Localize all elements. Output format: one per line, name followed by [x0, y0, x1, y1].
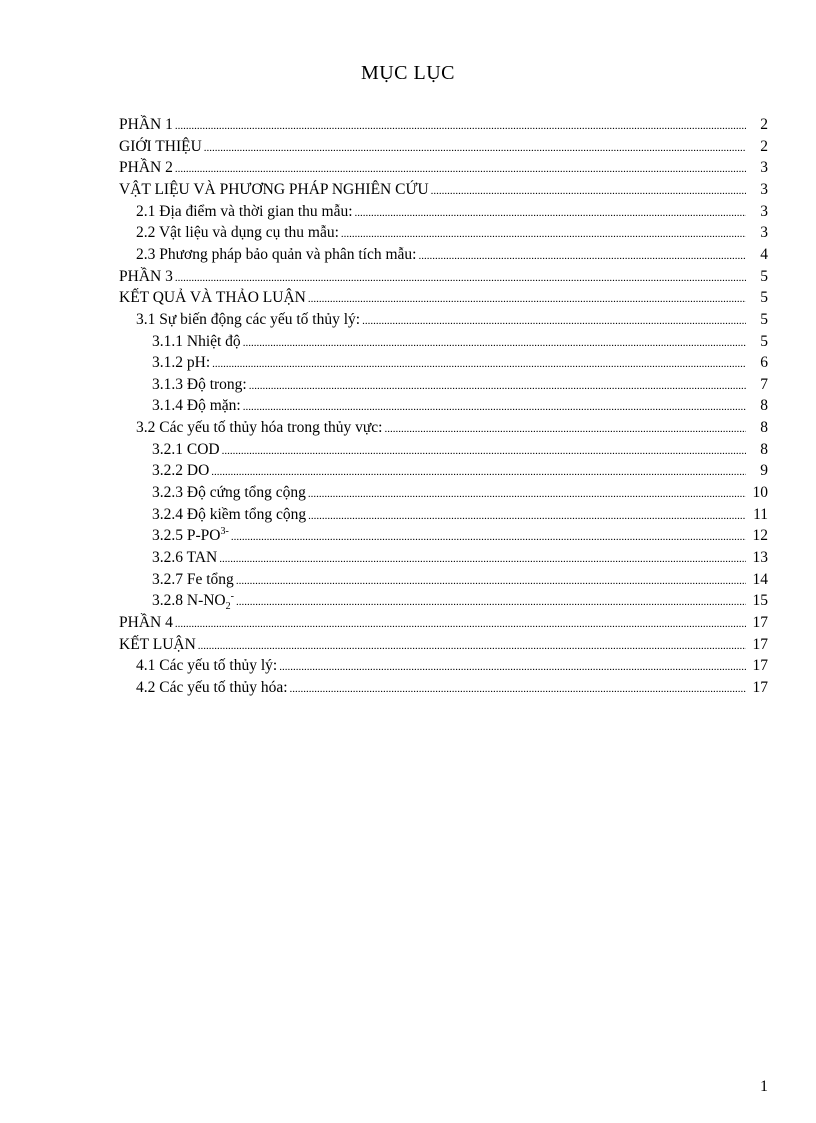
- toc-entry-page: 3: [760, 180, 768, 198]
- toc-entry-label: PHẦN 4: [119, 613, 173, 631]
- toc-leader-dots: [212, 354, 746, 374]
- toc-leader-dots: [198, 636, 746, 656]
- toc-leader-dots: [362, 311, 746, 331]
- toc-entry-label: 4.2 Các yếu tố thủy hóa:: [136, 678, 288, 696]
- toc-title: MỤC LỤC: [360, 62, 456, 84]
- toc-entry-page: 8: [760, 397, 768, 415]
- toc-entry[interactable]: [152, 440, 768, 461]
- toc-entry[interactable]: [152, 375, 768, 396]
- toc-leader-dots: [175, 159, 746, 179]
- toc-entry-page: 17: [752, 678, 768, 696]
- toc-entry-page: 7: [760, 375, 768, 393]
- toc-entry-label: 3.2.7 Fe tổng: [152, 570, 234, 588]
- toc-entry-label: 3.2 Các yếu tố thủy hóa trong thủy vực:: [136, 419, 383, 437]
- toc-entry-label: 2.3 Phương pháp bảo quản và phân tích mẫu:: [136, 245, 417, 263]
- toc-entry-label: 3.2.2 DO: [152, 462, 210, 480]
- toc-entry[interactable]: [119, 635, 768, 656]
- page-number: 1: [760, 1078, 768, 1095]
- toc-leader-dots: [222, 441, 746, 461]
- toc-entry[interactable]: [119, 267, 768, 288]
- toc-entry-label: PHẦN 3: [119, 267, 173, 285]
- toc-entry[interactable]: [152, 396, 768, 417]
- toc-entry[interactable]: [136, 418, 768, 439]
- toc-leader-dots: [219, 549, 746, 569]
- toc-entry-page: 5: [760, 310, 768, 328]
- toc-entry[interactable]: [136, 245, 768, 266]
- toc-entry[interactable]: [152, 591, 768, 612]
- toc-leader-dots: [236, 571, 746, 591]
- toc-leader-dots: [175, 268, 746, 288]
- toc-entry-label: 3.1.1 Nhiệt độ: [152, 332, 241, 350]
- toc-leader-dots: [211, 462, 746, 482]
- toc-entry-page: 15: [752, 592, 768, 610]
- toc-entry-label: PHẦN 2: [119, 159, 173, 177]
- toc-entry[interactable]: [119, 288, 768, 309]
- toc-leader-dots: [355, 203, 746, 223]
- toc-entry-subscript: 2: [225, 601, 231, 613]
- toc-leader-dots: [279, 657, 746, 677]
- toc-entry-page: 5: [760, 267, 768, 285]
- toc-entry[interactable]: [152, 353, 768, 374]
- toc-entry-page: 2: [760, 116, 768, 133]
- toc-leader-dots: [243, 333, 746, 353]
- toc-entry-page: 8: [760, 419, 768, 437]
- toc-entry-label: 3.2.6 TAN: [152, 549, 218, 566]
- toc-entry[interactable]: [136, 223, 768, 244]
- toc-entry-label: 3.1.3 Độ trong:: [152, 375, 247, 393]
- toc-leader-dots: [290, 679, 746, 699]
- toc-entry-label: 3.2.1 COD: [152, 440, 220, 458]
- toc-entry-page: 10: [752, 484, 768, 502]
- toc-leader-dots: [341, 224, 746, 244]
- toc-entry-page: 3: [760, 224, 768, 242]
- toc-leader-dots: [175, 614, 746, 634]
- toc-entry-label: VẬT LIỆU VÀ PHƯƠNG PHÁP NGHIÊN CỨU: [119, 180, 429, 198]
- toc-entry-label: 2.2 Vật liệu và dụng cụ thu mẫu:: [136, 224, 339, 242]
- toc-entry-label: 4.1 Các yếu tố thủy lý:: [136, 657, 278, 675]
- toc-entry[interactable]: [119, 158, 768, 179]
- toc-entry[interactable]: [119, 180, 768, 201]
- toc-entry[interactable]: [136, 656, 768, 677]
- toc-leader-dots: [418, 246, 746, 266]
- toc-entry-label: 3.2.5 $P-PO^{3-}$: [152, 526, 229, 545]
- toc-entry-label: 3.2.4 Độ kiềm tổng cộng: [152, 505, 307, 523]
- toc-leader-dots: [308, 506, 746, 526]
- toc-entry[interactable]: [119, 613, 768, 634]
- toc-entry-label: PHẦN 1: [119, 116, 173, 133]
- toc-entry[interactable]: [152, 526, 768, 547]
- toc-leader-dots: [431, 181, 746, 201]
- toc-entry-page: 17: [752, 613, 768, 631]
- toc-leader-dots: [175, 116, 746, 136]
- toc-entry-page: 3: [760, 202, 768, 220]
- toc-entry-page: 17: [752, 657, 768, 675]
- toc-entry-label: 3.1.4 Độ mặn:: [152, 397, 241, 415]
- toc-entry-page: 14: [752, 570, 768, 588]
- toc-entry-label: 3.1.2 pH:: [152, 354, 211, 372]
- toc-entry-label: 2.1 Địa điểm và thời gian thu mẫu:: [136, 202, 353, 220]
- toc-leader-dots: [236, 592, 746, 612]
- toc-entry[interactable]: [136, 202, 768, 223]
- toc-entry[interactable]: [119, 137, 768, 158]
- toc-entry[interactable]: [152, 548, 768, 569]
- toc-entry[interactable]: [136, 678, 768, 699]
- toc-entry-label: 3.1 Sự biến động các yếu tố thủy lý:: [136, 310, 361, 328]
- toc-entry-label: 3.2.3 Độ cứng tổng cộng: [152, 484, 306, 502]
- toc-entry-page: 11: [753, 505, 768, 523]
- toc-entry-superscript: 3-: [220, 526, 229, 538]
- toc-entry-label: GIỚI THIỆU: [119, 137, 202, 155]
- toc-entry[interactable]: [152, 461, 768, 482]
- toc-leader-dots: [249, 376, 746, 396]
- toc-entry-superscript: -: [230, 591, 234, 603]
- toc-leader-dots: [243, 397, 746, 417]
- toc-entry[interactable]: [152, 505, 768, 526]
- toc-entry-page: 9: [760, 462, 768, 480]
- toc-entry-label: KẾT QUẢ VÀ THẢO LUẬN: [119, 289, 306, 307]
- toc-entry-page: 2: [760, 137, 768, 155]
- toc-entry-page: 5: [760, 289, 768, 307]
- toc-entry[interactable]: [152, 332, 768, 353]
- toc-entry-page: 6: [760, 354, 768, 372]
- toc-entry[interactable]: [152, 483, 768, 504]
- toc-entry-page: 12: [752, 527, 768, 545]
- toc-entry[interactable]: [119, 115, 768, 136]
- toc-entry-page: 4: [760, 245, 768, 263]
- toc-leader-dots: [308, 484, 746, 504]
- toc-entry[interactable]: [136, 310, 768, 331]
- toc-leader-dots: [384, 419, 746, 439]
- toc-leader-dots: [204, 138, 746, 158]
- toc-entry-page: 3: [760, 159, 768, 177]
- toc-entry-label: KẾT LUẬN: [119, 635, 196, 653]
- toc-leader-dots: [231, 527, 746, 547]
- toc-entry-label: 3.2.8 $N-NO_2^-$: [152, 591, 234, 613]
- toc-leader-dots: [308, 289, 746, 309]
- toc-entry-page: 8: [760, 440, 768, 458]
- toc-entry-page: 17: [752, 635, 768, 653]
- toc-entry[interactable]: [152, 570, 768, 591]
- toc-entry-page: 5: [760, 332, 768, 350]
- toc-entry-page: 13: [752, 549, 768, 566]
